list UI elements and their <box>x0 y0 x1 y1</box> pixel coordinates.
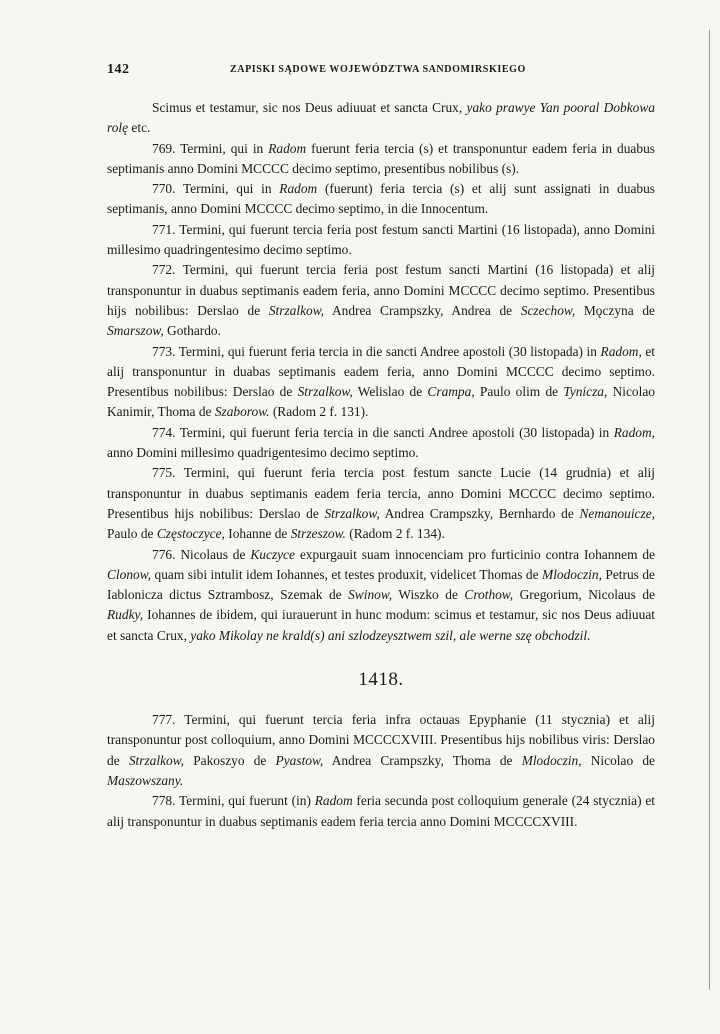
entry-text-italic: Strzalkow, <box>297 384 353 400</box>
entry <box>107 220 655 261</box>
entry-text-italic: Swinow, <box>348 587 393 603</box>
entry-text: Gothardo. <box>163 323 221 339</box>
entry-text: Nicolao Kanimir, Thoma de <box>107 384 655 420</box>
entry-text: Termini, qui fuerunt tercia feria post festum sancti Martini (16 listopada) et alij transponuntur in duabus septimanis eadem feria, anno Domini MCCCC decimo septimo. Presentibus hijs nobilibus: Derslao de <box>107 262 656 318</box>
entry <box>107 791 655 832</box>
entry-text-italic: Radom <box>279 181 318 197</box>
entry <box>107 463 655 544</box>
entry-text: (Radom 2 f. 131). <box>269 404 369 420</box>
entry-text: fuerunt feria tercia (s) et transponuntur eadem feria in duabus septimanis anno Domini MCCCC decimo septimo, presentibus nobilibus (s). <box>107 140 655 176</box>
entry-text-italic: Nemanouicze, <box>579 505 655 521</box>
entry-text: Termini, qui fuerunt feria tercia post festum sancte Lucie (14 grudnia) et alij transponuntur in duabus septimanis eadem feria tercia, anno Domini MCCCC decimo septimo. Presentibus hijs nobilibus: Derslao de <box>107 465 655 521</box>
entry-text: Termini, qui fuerunt (in) <box>178 793 315 809</box>
entry-text: Termini, qui in <box>180 140 269 156</box>
entry-text: Andrea Crampszky, Thoma de <box>323 752 522 768</box>
entry-text-italic: Mlodoczin, <box>542 566 602 582</box>
entry-text: et alij transponuntur in duabas septimanis eadem feria, anno Domini MCCCC decimo septimo. Presentibus nobilibus: Derslao de <box>107 343 656 400</box>
running-head <box>107 62 655 84</box>
entry-text: etc. <box>128 120 151 136</box>
entry-text: Nicolao de <box>581 752 655 768</box>
scan-edge-line <box>709 30 710 990</box>
entry-text: feria secunda post colloquium generale (24 stycznia) et alij transponuntur in duabus septimanis eadem feria tercia anno Domini MCCCCXVIII. <box>107 793 655 829</box>
entry-text-italic: Clonow, <box>107 566 152 582</box>
entry <box>107 545 655 646</box>
entry-text-italic: Sczechow, <box>520 302 576 318</box>
entry-text-italic: Tynicza, <box>563 384 608 400</box>
entry-text-italic: Mlodoczin, <box>521 752 582 768</box>
year-heading: 1418. <box>358 669 404 691</box>
entry-text: quam sibi intulit idem Iohannes, et testes produxit, videlicet Thomas de <box>151 566 543 582</box>
entry-text: Scimus et testamur, sic nos Deus adiuuat et sancta Crux, <box>152 100 467 115</box>
entry-text-italic: Radom, <box>600 343 642 359</box>
page-number: 142 <box>107 62 130 77</box>
entry-text: Petrus de Iablonicza dictus Sztrambosz, Szemak de <box>107 566 656 603</box>
entry-text: Termini, qui fuerunt feria tercia in die sancti Andree apostoli (30 listopada) in <box>179 424 614 440</box>
entry <box>107 710 655 791</box>
entry-text: Termini, qui fuerunt feria tercia in die sancti Andree apostoli (30 listopada) in <box>178 343 601 359</box>
entry-text-italic: Radom <box>268 140 307 156</box>
entries-section <box>107 98 655 646</box>
entry-text-italic: Szaborow. <box>214 404 270 420</box>
entry-text: (Radom 2 f. 134). <box>345 526 445 542</box>
entry-text-italic: Częstoczyce, <box>156 526 225 542</box>
entry <box>107 423 655 464</box>
entry <box>107 179 655 220</box>
entry-text: Termini, qui fuerunt tercia feria post festum sancti Martini (16 listopada), anno Domini millesimo quadringentesimo decimo septimo. <box>107 221 655 258</box>
entry-text-italic: Smarszow, <box>107 323 164 339</box>
entry-number: 774. <box>152 424 176 440</box>
entry-number: 770. <box>152 181 176 197</box>
entry-text: Pakoszyo de <box>184 752 276 768</box>
entry-text-italic: Strzalkow, <box>268 302 325 318</box>
entry <box>107 98 655 139</box>
entry-text-italic: Strzalkow, <box>324 505 380 521</box>
running-title: ZAPISKI SĄDOWE WOJEWÓDZTWA SANDOMIRSKIEGO <box>230 64 526 75</box>
entry-text-italic: Radom, <box>613 424 656 440</box>
entry-text: Andrea Crampszky, Bernhardo de <box>379 505 580 521</box>
entry <box>107 342 655 423</box>
entry-text: Paulo de <box>107 526 157 542</box>
entry-number: 777. <box>152 712 176 728</box>
entry-number: 775. <box>152 465 176 481</box>
entry-text-italic: yako Mikolay ne krald(s) ani szlodzeysztwem szil, ale werne szę obchodzil. <box>190 627 591 643</box>
entry-number: 776. <box>152 546 176 562</box>
entry-number: 769. <box>152 140 176 156</box>
entry-text-italic: Radom <box>314 793 353 809</box>
entry-text: Paulo olim de <box>474 384 564 400</box>
entry-text: Iohannes de ibidem, qui iurauerunt in hunc modum: scimus et testamur, sic nos Deus adiuuat et sancta Crux, <box>107 607 655 643</box>
entry-text-italic: Pyastow, <box>275 752 324 768</box>
document-page <box>107 62 655 832</box>
entries-section-1418 <box>107 710 655 832</box>
entry-text: Andrea Crampszky, Andrea de <box>324 302 521 318</box>
entry-text-italic: Crampa, <box>427 384 475 400</box>
entry-number: 772. <box>152 262 176 278</box>
entry-text-italic: Maszowszany. <box>107 772 184 788</box>
entry-text: Wiszko de <box>392 587 465 603</box>
entry-text: Nicolaus de <box>180 546 251 562</box>
entry-text: Termini, qui in <box>182 181 280 197</box>
entry-text-italic: yako prawye Yan pooral Dobkowa rolę <box>107 100 655 136</box>
entry-number: 773. <box>152 343 176 359</box>
entry-text: Gregorium, Nicolaus de <box>513 587 655 603</box>
entry-text-italic: Crothow, <box>464 587 514 603</box>
entry-text: (fuerunt) feria tercia (s) et alij sunt assignati in duabus septimanis, anno Domini MCCCC decimo septimo, in die Innocentum. <box>107 181 655 217</box>
entry-number: 778. <box>152 793 176 809</box>
entry-text-italic: Strzalkow, <box>128 752 185 768</box>
entry-text: Iohanne de <box>224 526 291 542</box>
entry-text-italic: Kuczyce <box>250 546 295 562</box>
entry-text-italic: Strzeszow. <box>290 526 346 542</box>
entry-text: expurgauit suam innocenciam pro furticinio contra Iohannem de <box>294 546 655 562</box>
entry-text: Termini, qui fuerunt tercia feria infra octauas Epyphanie (11 stycznia) et alij transponuntur post colloquium, anno Domini MCCCCXVIII. Presentibus hijs nobilibus viris: Derslao de <box>107 712 655 768</box>
entry <box>107 260 655 341</box>
entry-text: Mǫczyna de <box>575 302 655 318</box>
entry <box>107 139 655 180</box>
entry-text: Welislao de <box>352 384 428 400</box>
entry-text-italic: Rudky, <box>107 607 144 623</box>
entry-number: 771. <box>152 221 176 237</box>
entry-text: anno Domini millesimo quadrigentesimo decimo septimo. <box>107 445 419 461</box>
